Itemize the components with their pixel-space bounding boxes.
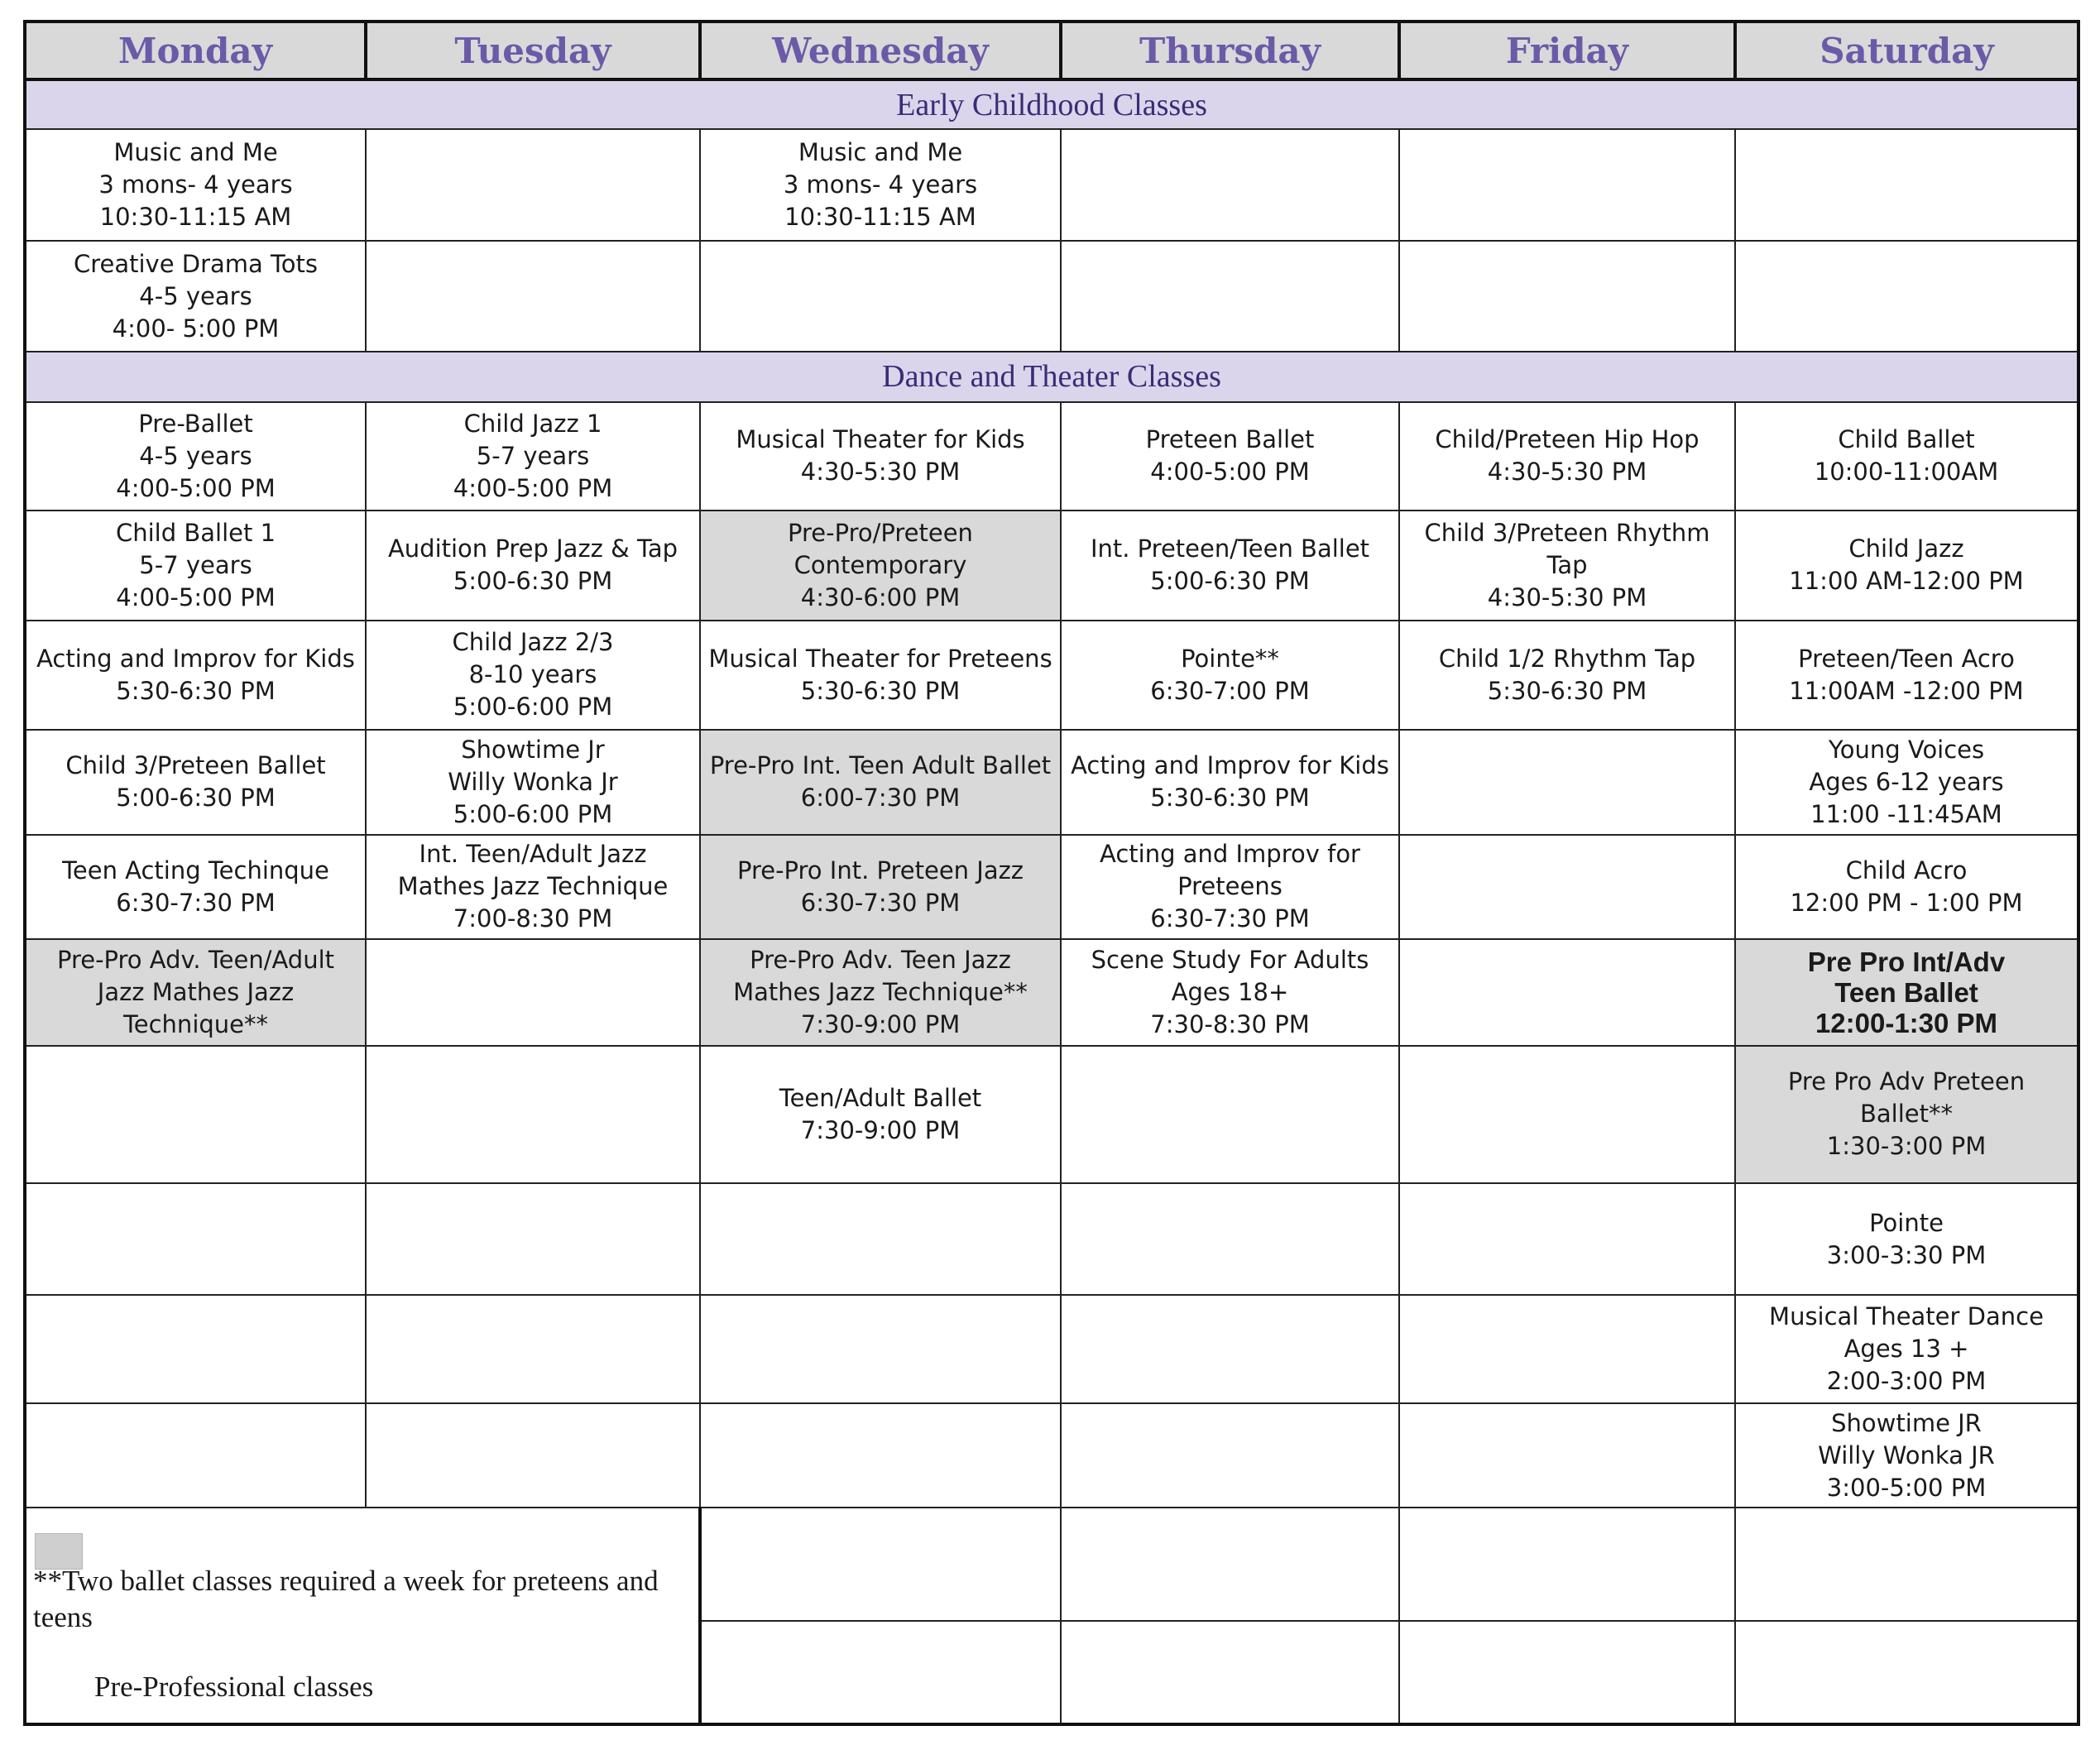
class-cell: Pointe 3:00-3:30 PM bbox=[1735, 1183, 2078, 1295]
schedule-row bbox=[25, 511, 2078, 621]
pre-pro-class-cell: Pre-Pro/Preteen Contemporary 4:30-6:00 PM bbox=[700, 511, 1061, 621]
class-cell: Child Jazz 11:00 AM-12:00 PM bbox=[1735, 511, 2078, 621]
class-cell: Acting and Improv for Kids 5:30-6:30 PM bbox=[25, 621, 366, 731]
class-cell: Showtime JR Willy Wonka JR 3:00-5:00 PM bbox=[1735, 1403, 2078, 1508]
pre-pro-class-cell: Pre Pro Int/Adv Teen Ballet 12:00-1:30 PM bbox=[1735, 939, 2078, 1046]
section-title-early-childhood: Early Childhood Classes bbox=[25, 79, 2078, 129]
schedule-row bbox=[25, 730, 2078, 835]
class-cell bbox=[1399, 1046, 1735, 1184]
class-cell: Creative Drama Tots 4-5 years 4:00- 5:00 PM bbox=[25, 241, 366, 352]
class-cell bbox=[700, 1183, 1061, 1295]
class-cell: Audition Prep Jazz & Tap 5:00-6:30 PM bbox=[366, 511, 700, 621]
class-cell bbox=[366, 129, 700, 241]
class-cell: Musical Theater for Kids 4:30-5:30 PM bbox=[700, 402, 1061, 511]
section-title-dance-theater: Dance and Theater Classes bbox=[25, 352, 2078, 401]
class-cell: Pointe** 6:30-7:00 PM bbox=[1061, 621, 1399, 731]
class-cell: Musical Theater for Preteens 5:30-6:30 PM bbox=[700, 621, 1061, 731]
empty-cell bbox=[1061, 1621, 1399, 1724]
class-cell: Child Ballet 1 5-7 years 4:00-5:00 PM bbox=[25, 511, 366, 621]
empty-cell bbox=[1735, 1621, 2078, 1724]
class-cell: Child 1/2 Rhythm Tap 5:30-6:30 PM bbox=[1399, 621, 1735, 731]
schedule-row bbox=[25, 939, 2078, 1046]
schedule-row bbox=[25, 1046, 2078, 1184]
class-cell: Child 3/Preteen Rhythm Tap 4:30-5:30 PM bbox=[1399, 511, 1735, 621]
class-cell: Int. Preteen/Teen Ballet 5:00-6:30 PM bbox=[1061, 511, 1399, 621]
class-cell: Teen Acting Techinque 6:30-7:30 PM bbox=[25, 835, 366, 940]
class-cell bbox=[366, 1046, 700, 1184]
class-cell: Acting and Improv for Preteens 6:30-7:30 PM bbox=[1061, 835, 1399, 940]
schedule-row bbox=[25, 1295, 2078, 1404]
class-cell bbox=[1735, 129, 2078, 241]
pre-pro-class-cell: Pre-Pro Int. Preteen Jazz 6:30-7:30 PM bbox=[700, 835, 1061, 940]
schedule-row bbox=[25, 1183, 2078, 1295]
class-cell bbox=[366, 939, 700, 1046]
class-cell: Child 3/Preteen Ballet 5:00-6:30 PM bbox=[25, 730, 366, 835]
pre-pro-class-cell: Pre-Pro Adv. Teen Jazz Mathes Jazz Technique** 7:30-9:00 PM bbox=[700, 939, 1061, 1046]
ballet-requirement-note: **Two ballet classes required a week for preteens and teens bbox=[33, 1564, 659, 1633]
class-cell: Acting and Improv for Kids 5:30-6:30 PM bbox=[1061, 730, 1399, 835]
class-cell: Young Voices Ages 6-12 years 11:00 -11:45AM bbox=[1735, 730, 2078, 835]
class-cell bbox=[366, 1295, 700, 1404]
class-cell bbox=[1061, 1183, 1399, 1295]
footer-row bbox=[25, 1508, 2078, 1622]
class-cell bbox=[700, 1403, 1061, 1508]
class-cell: Musical Theater Dance Ages 13 + 2:00-3:00 PM bbox=[1735, 1295, 2078, 1404]
day-header-monday: Monday bbox=[25, 22, 366, 79]
empty-cell bbox=[1735, 1508, 2078, 1622]
class-cell: Music and Me 3 mons- 4 years 10:30-11:15 AM bbox=[700, 129, 1061, 241]
class-cell bbox=[1399, 1295, 1735, 1404]
class-cell: Child Ballet 10:00-11:00AM bbox=[1735, 402, 2078, 511]
class-cell: Music and Me 3 mons- 4 years 10:30-11:15 AM bbox=[25, 129, 366, 241]
schedule-row bbox=[25, 1403, 2078, 1508]
class-cell: Child Jazz 2/3 8-10 years 5:00-6:00 PM bbox=[366, 621, 700, 731]
class-cell bbox=[1399, 835, 1735, 940]
day-header-thursday: Thursday bbox=[1061, 22, 1399, 79]
empty-cell bbox=[700, 1621, 1061, 1724]
class-cell: Scene Study For Adults Ages 18+ 7:30-8:30 PM bbox=[1061, 939, 1399, 1046]
empty-cell bbox=[1061, 1508, 1399, 1622]
class-cell: Teen/Adult Ballet 7:30-9:00 PM bbox=[700, 1046, 1061, 1184]
class-cell: Pre-Ballet 4-5 years 4:00-5:00 PM bbox=[25, 402, 366, 511]
schedule-row bbox=[25, 241, 2078, 352]
class-cell bbox=[25, 1183, 366, 1295]
class-cell bbox=[1399, 1183, 1735, 1295]
empty-cell bbox=[1399, 1508, 1735, 1622]
section-row-dance-theater bbox=[25, 352, 2078, 401]
class-cell bbox=[25, 1403, 366, 1508]
class-cell bbox=[366, 1183, 700, 1295]
class-cell: Preteen Ballet 4:00-5:00 PM bbox=[1061, 402, 1399, 511]
class-cell bbox=[1061, 241, 1399, 352]
class-cell: Int. Teen/Adult Jazz Mathes Jazz Technique 7:00-8:30 PM bbox=[366, 835, 700, 940]
pre-pro-legend-label: Pre-Professional classes bbox=[94, 1670, 374, 1703]
empty-cell bbox=[1399, 1621, 1735, 1724]
class-cell bbox=[700, 1295, 1061, 1404]
class-cell bbox=[366, 1403, 700, 1508]
day-header-friday: Friday bbox=[1399, 22, 1735, 79]
class-cell bbox=[1735, 241, 2078, 352]
class-cell bbox=[1061, 1046, 1399, 1184]
class-cell bbox=[25, 1295, 366, 1404]
schedule-row bbox=[25, 402, 2078, 511]
empty-cell bbox=[700, 1508, 1061, 1622]
class-cell bbox=[1399, 730, 1735, 835]
class-cell bbox=[366, 241, 700, 352]
day-header-wednesday: Wednesday bbox=[700, 22, 1061, 79]
day-header-saturday: Saturday bbox=[1735, 22, 2078, 79]
class-cell: Preteen/Teen Acro 11:00AM -12:00 PM bbox=[1735, 621, 2078, 731]
class-cell bbox=[1399, 129, 1735, 241]
class-cell bbox=[1399, 939, 1735, 1046]
section-row-early-childhood bbox=[25, 79, 2078, 129]
day-header-row bbox=[25, 22, 2078, 79]
class-cell bbox=[1061, 129, 1399, 241]
pre-pro-class-cell: Pre Pro Adv Preteen Ballet** 1:30-3:00 PM bbox=[1735, 1046, 2078, 1184]
class-cell bbox=[700, 241, 1061, 352]
class-cell: Child/Preteen Hip Hop 4:30-5:30 PM bbox=[1399, 402, 1735, 511]
schedule-row bbox=[25, 621, 2078, 731]
class-cell: Child Acro 12:00 PM - 1:00 PM bbox=[1735, 835, 2078, 940]
day-header-tuesday: Tuesday bbox=[366, 22, 700, 79]
class-cell bbox=[1399, 241, 1735, 352]
class-cell bbox=[1061, 1403, 1399, 1508]
class-cell bbox=[25, 1046, 366, 1184]
pre-pro-class-cell: Pre-Pro Int. Teen Adult Ballet 6:00-7:30 PM bbox=[700, 730, 1061, 835]
schedule-row bbox=[25, 835, 2078, 940]
pre-pro-class-cell: Pre-Pro Adv. Teen/Adult Jazz Mathes Jazz Technique** bbox=[25, 939, 366, 1046]
class-cell bbox=[1061, 1295, 1399, 1404]
footer-note-cell bbox=[25, 1508, 700, 1724]
class-schedule-table bbox=[23, 20, 2080, 1726]
class-cell: Showtime Jr Willy Wonka Jr 5:00-6:00 PM bbox=[366, 730, 700, 835]
schedule-row bbox=[25, 129, 2078, 241]
class-cell bbox=[1399, 1403, 1735, 1508]
class-cell: Child Jazz 1 5-7 years 4:00-5:00 PM bbox=[366, 402, 700, 511]
